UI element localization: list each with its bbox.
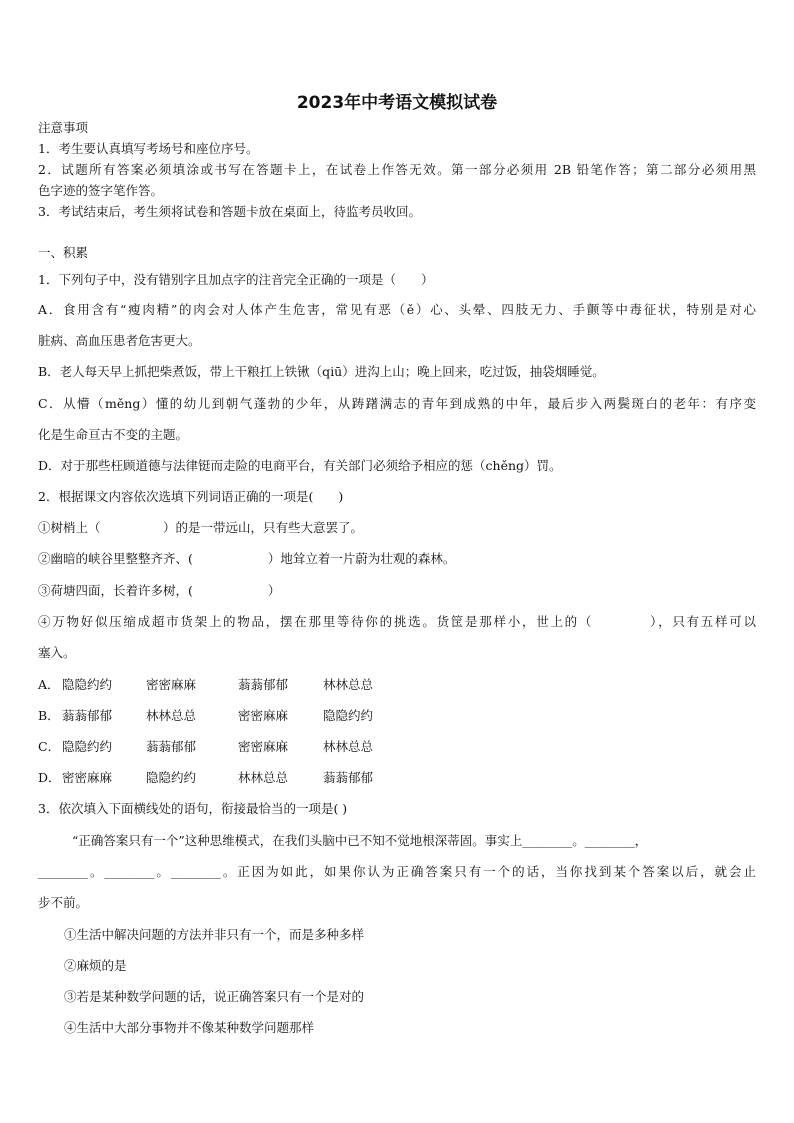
q2-sentence-3: ③荷塘四面，长着许多树，( ） [38, 583, 281, 598]
option-word: 林林总总 [238, 770, 289, 785]
q2-sentence-4: ④万物好似压缩成超市货架上的物品，摆在那里等待你的挑选。货筐是那样小，世上的（ ），只有五样可以 [38, 614, 756, 629]
option-label: A． [38, 677, 60, 692]
q1-option-c: C．从懵（měng）懂的幼儿到朝气蓬勃的少年，从踌躇满志的青年到成熟的中年，最后步入两鬓斑白的老年：有序变 [38, 396, 756, 411]
option-word: 密密麻麻 [238, 708, 289, 723]
page-title: 2023年中考语文模拟试卷 [296, 93, 498, 113]
option-word: 隐隐约约 [146, 770, 197, 785]
q2-sentence-1: ①树梢上（ ）的是一带远山，只有些大意罢了。 [38, 520, 364, 535]
option-word: 蓊蓊郁郁 [238, 677, 289, 692]
notice-item: 2．试题所有答案必须填涂或书写在答题卡上，在试卷上作答无效。第一部分必须用 2B 铅笔作答；第二部分必须用黑 [38, 162, 756, 177]
q3-passage-cont: ________。________。________。正因为如此，如果你认为正确答案只有一个的话，当你找到某个答案以后，就会止 [38, 864, 756, 879]
option-word: 隐隐约约 [62, 739, 113, 754]
q3-passage-end: 步不前。 [38, 895, 89, 910]
option-word: 密密麻麻 [238, 739, 289, 754]
option-word: 蓊蓊郁郁 [62, 708, 113, 723]
q1-option-a: A．食用含有“瘦肉精”的肉会对人体产生危害，常见有恶（ě）心、头晕、四肢无力、手颤等中毒征状，特别是对心 [38, 302, 756, 317]
q1-option-c-cont: 化是生命亘古不变的主题。 [38, 427, 189, 442]
option-word: 林林总总 [146, 708, 197, 723]
option-word: 隐隐约约 [323, 708, 374, 723]
notice-item: 3．考试结束后，考生须将试卷和答题卡放在桌面上，待监考员收回。 [38, 204, 421, 219]
q3-item: ④生活中大部分事物并不像某种数学问题那样 [64, 1020, 315, 1035]
q1-option-b: B．老人每天早上抓把柴煮饭，带上干粮扛上铁锹（qiū）进沟上山；晚上回来，吃过饭，抽袋烟睡觉。 [38, 364, 605, 379]
notice-item: 色字迹的签字笔作答。 [38, 183, 164, 198]
q1-option-a-cont: 脏病、高血压患者危害更大。 [38, 333, 201, 348]
option-word: 林林总总 [323, 677, 374, 692]
option-word: 蓊蓊郁郁 [323, 770, 374, 785]
question-1-stem: 1．下列句子中，没有错别字且加点字的注音完全正确的一项是（ ） [38, 272, 434, 287]
q1-option-d: D．对于那些枉顾道德与法律铤而走险的电商平台，有关部门必须给予相应的惩（chěng）罚。 [38, 458, 562, 473]
question-2-stem: 2．根据课文内容依次选填下列词语正确的一项是( ) [38, 489, 344, 504]
q3-passage: “正确答案只有一个”这种思维模式，在我们头脑中已不知不觉地根深蒂固。事实上________。________， [72, 833, 648, 848]
notice-heading: 注意事项 [38, 120, 89, 135]
question-3-stem: 3．依次填入下面横线处的语句，衔接最恰当的一项是( ) [38, 801, 348, 816]
option-word: 蓊蓊郁郁 [146, 739, 197, 754]
option-word: 林林总总 [323, 739, 374, 754]
option-label: B． [38, 708, 60, 723]
option-word: 密密麻麻 [146, 677, 197, 692]
option-word: 隐隐约约 [62, 677, 113, 692]
option-label: D． [38, 770, 61, 785]
option-label: C． [38, 739, 61, 754]
q2-sentence-4-cont: 塞入。 [38, 645, 76, 660]
section-heading: 一、积累 [38, 245, 89, 260]
q3-item: ②麻烦的是 [64, 958, 127, 973]
q3-item: ③若是某种数学问题的话，说正确答案只有一个是对的 [64, 989, 365, 1004]
q2-sentence-2: ②幽暗的峡谷里整整齐齐、( ）地耸立着一片蔚为壮观的森林。 [38, 551, 456, 566]
q3-item: ①生活中解决问题的方法并非只有一个，而是多种多样 [64, 927, 365, 942]
option-word: 密密麻麻 [62, 770, 113, 785]
notice-item: 1．考生要认真填写考场号和座位序号。 [38, 141, 259, 156]
